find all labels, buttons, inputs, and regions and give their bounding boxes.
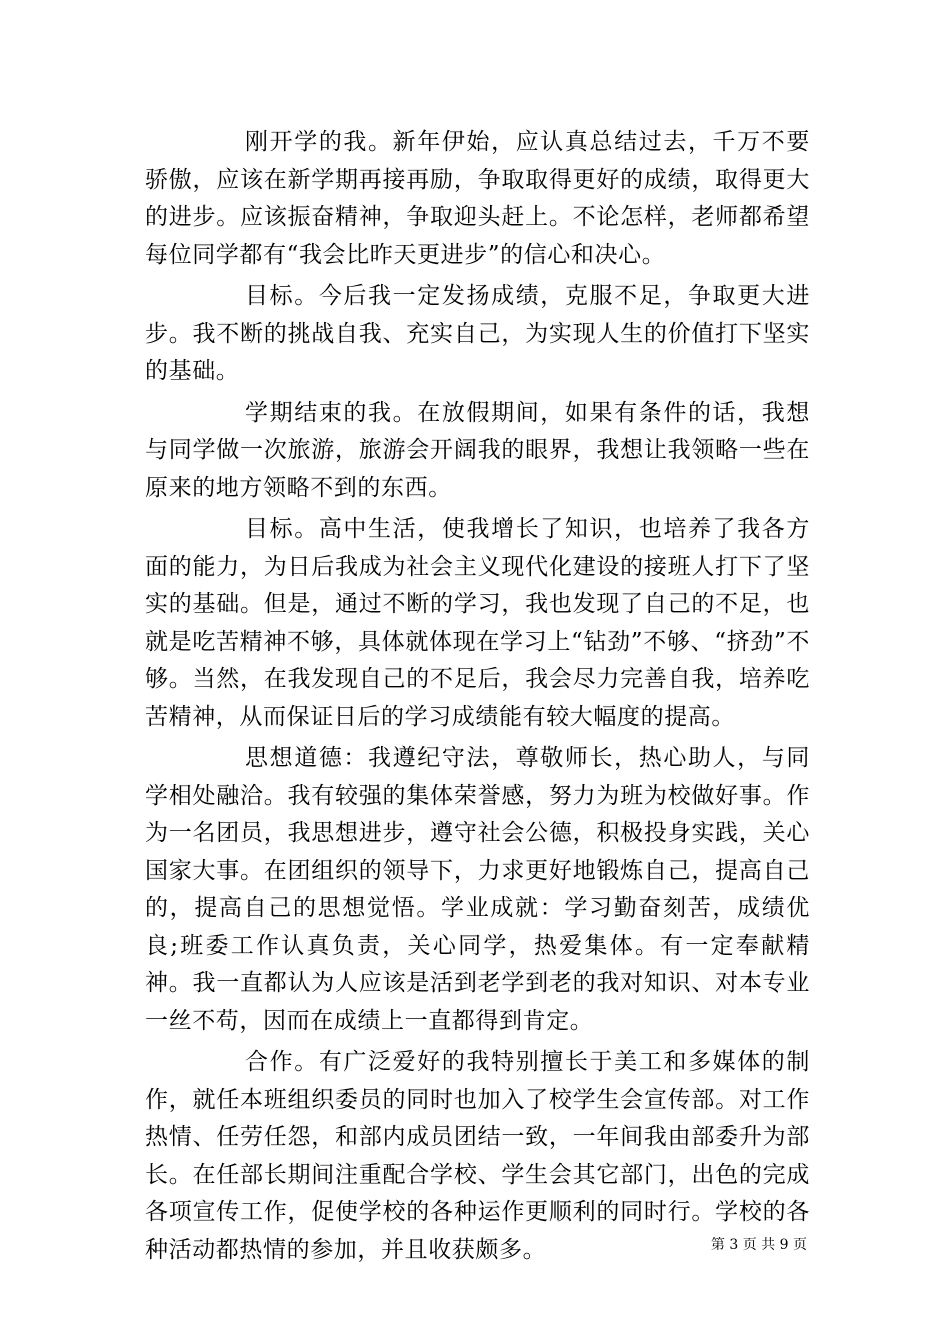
page-number: 第 3 页 共 9 页 bbox=[710, 1237, 807, 1253]
paragraph-3: 学期结束的我。在放假期间，如果有条件的话，我想与同学做一次旅游，旅游会开阔我的眼界，我想让我领略一些在原来的地方领略不到的东西。 bbox=[145, 399, 810, 501]
document-body bbox=[145, 124, 810, 1269]
paragraph-6: 合作。有广泛爱好的我特别擅长于美工和多媒体的制作，就任本班组织委员的同时也加入了校学生会宣传部。对工作热情、任劳任怨，和部内成员团结一致，一年间我由部委升为部长。在任部长期间注重配合学校、学生会其它部门，出色的完成各项宣传工作，促使学校的各种运作更顺利的同时行。学校的各种活动都热情的参加，并且收获颇多。 bbox=[145, 1049, 810, 1263]
paragraph-1: 刚开学的我。新年伊始，应认真总结过去，千万不要骄傲，应该在新学期再接再励，争取取得更好的成绩，取得更大的进步。应该振奋精神，争取迎头赶上。不论怎样，老师都希望每位同学都有“我会比昨天更进步”的信心和决心。 bbox=[145, 129, 810, 268]
paragraph-2: 目标。今后我一定发扬成绩，克服不足，争取更大进步。我不断的挑战自我、充实自己，为实现人生的价值打下坚实的基础。 bbox=[145, 283, 810, 384]
paragraph-4: 目标。高中生活，使我增长了知识，也培养了我各方面的能力，为日后我成为社会主义现代化建设的接班人打下了坚实的基础。但是，通过不断的学习，我也发现了自己的不足，也就是吃苦精神不够，具体就体现在学习上“钻劲”不够、“挤劲”不够。当然，在我发现自己的不足后，我会尽力完善自我，培养吃苦精神，从而保证日后的学习成绩能有较大幅度的提高。 bbox=[145, 516, 810, 730]
paragraph-5: 思想道德：我遵纪守法，尊敬师长，热心助人，与同学相处融洽。我有较强的集体荣誉感，努力为班为校做好事。作为一名团员，我思想进步，遵守社会公德，积极投身实践，关心国家大事。在团组织的领导下，力求更好地锻炼自己，提高自己的，提高自己的思想觉悟。学业成就：学习勤奋刻苦，成绩优良;班委工作认真负责，关心同学，热爱集体。有一定奉献精神。我一直都认为人应该是活到老学到老的我对知识、对本专业一丝不苟，因而在成绩上一直都得到肯定。 bbox=[145, 745, 810, 1034]
